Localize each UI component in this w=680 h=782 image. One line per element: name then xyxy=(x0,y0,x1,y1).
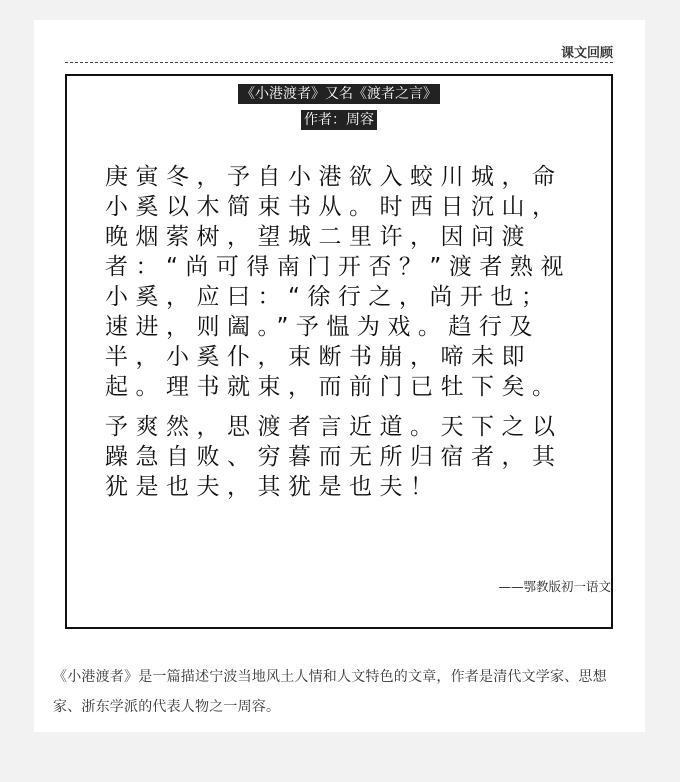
text-author: 作者：周容 xyxy=(301,110,377,130)
classical-text xyxy=(105,162,575,502)
description-paragraph: 《小港渡者》是一篇描述宁波当地风土人情和人文特色的文章，作者是清代文学家、思想家、浙东学派的代表人物之一周容。 xyxy=(53,669,607,715)
text-paragraph-2: 予爽然，思渡者言近道。天下之以躁急自败、穷暮而无所归宿者，其犹是也夫，其犹是也夫！ xyxy=(105,414,563,500)
text-frame xyxy=(65,74,613,629)
section-header: 课文回顾 xyxy=(560,46,613,61)
text-paragraph-1: 庚寅冬，予自小港欲入蛟川城，命小奚以木简束书从。时西日沉山，晚烟萦树，望城二里许，因问渡者：“尚可得南门开否？”渡者熟视小奚，应曰：“徐行之，尚开也；速进，则阖。”予愠为戏。趋行及半，小奚仆，束断书崩，啼未即起。理书就束，而前门已牡下矣。 xyxy=(105,164,571,400)
text-title: 《小港渡者》又名《渡者之言》 xyxy=(238,84,440,104)
title-line xyxy=(67,83,611,104)
text-source: ——鄂教版初一语文 xyxy=(498,579,611,594)
author-line xyxy=(67,109,611,130)
dashed-divider xyxy=(65,62,613,63)
content-card xyxy=(34,20,645,732)
